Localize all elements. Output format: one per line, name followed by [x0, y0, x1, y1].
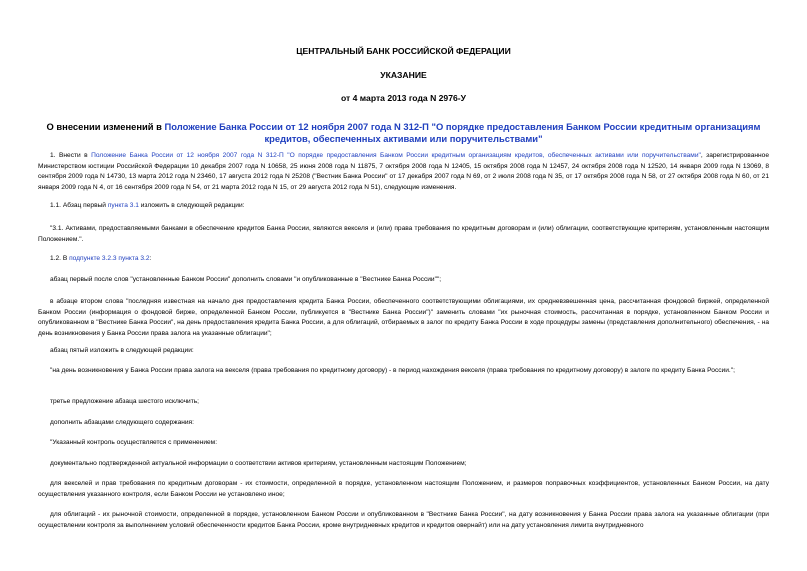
title-regulation-link[interactable]: Положение Банка России от 12 ноября 2007 года N 312-П "О порядке предоставления Банком России кредитным организациям кредитов, обеспеченных активами или поручительствами" — [164, 121, 761, 144]
amendment-paragraph: третье предложение абзаца шестого исключить; — [50, 398, 199, 405]
paragraph-1 — [38, 151, 769, 193]
title-prefix: О внесении изменений в — [46, 121, 165, 132]
amendment-paragraph: дополнить абзацами следующего содержания: — [50, 419, 194, 426]
amendment-paragraph: "Указанный контроль осуществляется с применением: — [50, 439, 218, 446]
amendment-paragraph: абзац пятый изложить в следующей редакции: — [50, 347, 194, 354]
paragraph-1-1-text: изложить в следующей редакции: — [138, 202, 245, 209]
paragraph-1-text: , зарегистрированное Министерством юстиции Российской Федерации 10 декабря 2007 года N 10658, 25 июня 2008 года N 11875, 7 октября 2008 года N 12405, 15 октября 2008 года N 12457, 24 октября 2008 года N 12520, 14 января 2009 года N 13069, 8 сентября 2009 года N 14730, 13 марта 2012 года N 23460, 17 августа 2012 года N 25208 ("Вестник Банка России" от 17 декабря 2007 года N 69, от 2 июля 2008 года N 35, от 17 октября 2008 года N 58, от 27 октября 2008 года N 60, от 21 января 2009 года N 4, от 16 сентября 2009 года N 54, от 21 марта 2012 года N 15, от 29 августа 2012 года N 51), следующие изменения. — [38, 152, 770, 191]
paragraph-1-2 — [38, 254, 769, 265]
amendment-paragraph: для облигаций - их рыночной стоимости, определенной в порядке, установленном Банком России и опубликованном в "Вестнике Банка России", на дату возникновения у Банка России права залога на указанные облигации (при осуществлении контроля за выполнением условий обеспеченности кредитов Банка России, кроме внутридневных кредитов и кредитов овернайт) или на дату установления лимита внутридневного — [38, 511, 769, 529]
amendment-paragraph: для векселей и прав требования по кредитным договорам - их стоимости, определенной в порядке, установленном настоящим Положением, и размеров поправочных коэффициентов, установленных Банком России, на дату осуществления указанного контроля, если Банком России не установлено иное; — [38, 480, 769, 498]
paragraph-1-regulation-link[interactable]: Положение Банка России от 12 ноября 2007 года N 312-П "О порядке предоставления Банком России кредитным организациям кредитов, обеспеченных активами или поручительствами" — [91, 152, 701, 159]
clause-3-1-link[interactable]: пункта 3.1 — [107, 202, 139, 209]
paragraph-1-prefix: 1. Внести в — [50, 152, 92, 159]
clause-3-1-text: "3.1. Активами, предоставляемыми банками в обеспечение кредитов Банка России, являются векселя и (или) права требования по кредитным договорам и (или) облигации, соответствующие критериям, установленным настоящим Положением.". — [38, 225, 769, 243]
amendment-paragraph: документально подтвержденной актуальной информации о соответствии активов критериям, установленным настоящим Положением; — [50, 460, 467, 467]
amendment-paragraph: "на день возникновения у Банка России права залога на векселя (права требования по кредитному договору) - в период нахождения векселя (права требования по кредитному договору) в залоге по кредиту Банка России."; — [50, 367, 735, 374]
bank-name-heading: ЦЕНТРАЛЬНЫЙ БАНК РОССИЙСКОЙ ФЕДЕРАЦИИ — [296, 46, 511, 56]
document-date-heading: от 4 марта 2013 года N 2976-У — [341, 93, 466, 103]
document-type-heading: УКАЗАНИЕ — [380, 70, 427, 80]
subclause-3-2-3-link[interactable]: подпункте 3.2.3 пункта 3.2 — [69, 255, 150, 262]
amendment-paragraph: абзац первый после слов "установленные Банком России" дополнить словами "и опубликованные в "Вестнике Банка России""; — [50, 276, 442, 283]
document-title — [38, 121, 769, 145]
paragraph-1-1-prefix: 1.1. Абзац первый — [50, 202, 108, 209]
amendment-paragraph: в абзаце втором слова "последняя известная на начало дня предоставления кредита Банка России, обеспеченного соответствующими облигациями, их средневзвешенная цена, рассчитанная фондовой биржей, определенной Банком России (информация о фондовой бирже, определенной Банком России, публикуется в "Вестнике Банка России")" заменить словами "их рыночная стоимость, рассчитанная в порядке, установленном Банком России и опубликованном в "Вестнике Банка России", на день предоставления кредита Банка России, а для облигаций, отбираемых в залог по кредиту Банка России в ходе процедуры замены (представления дополнительного) обеспечения, - на день возникновения у Банка России права залога на указанные облигации"; — [38, 298, 769, 337]
paragraph-1-2-prefix: 1.2. В — [50, 255, 70, 262]
paragraph-1-2-text: : — [149, 255, 152, 262]
paragraph-1-1 — [38, 201, 769, 212]
